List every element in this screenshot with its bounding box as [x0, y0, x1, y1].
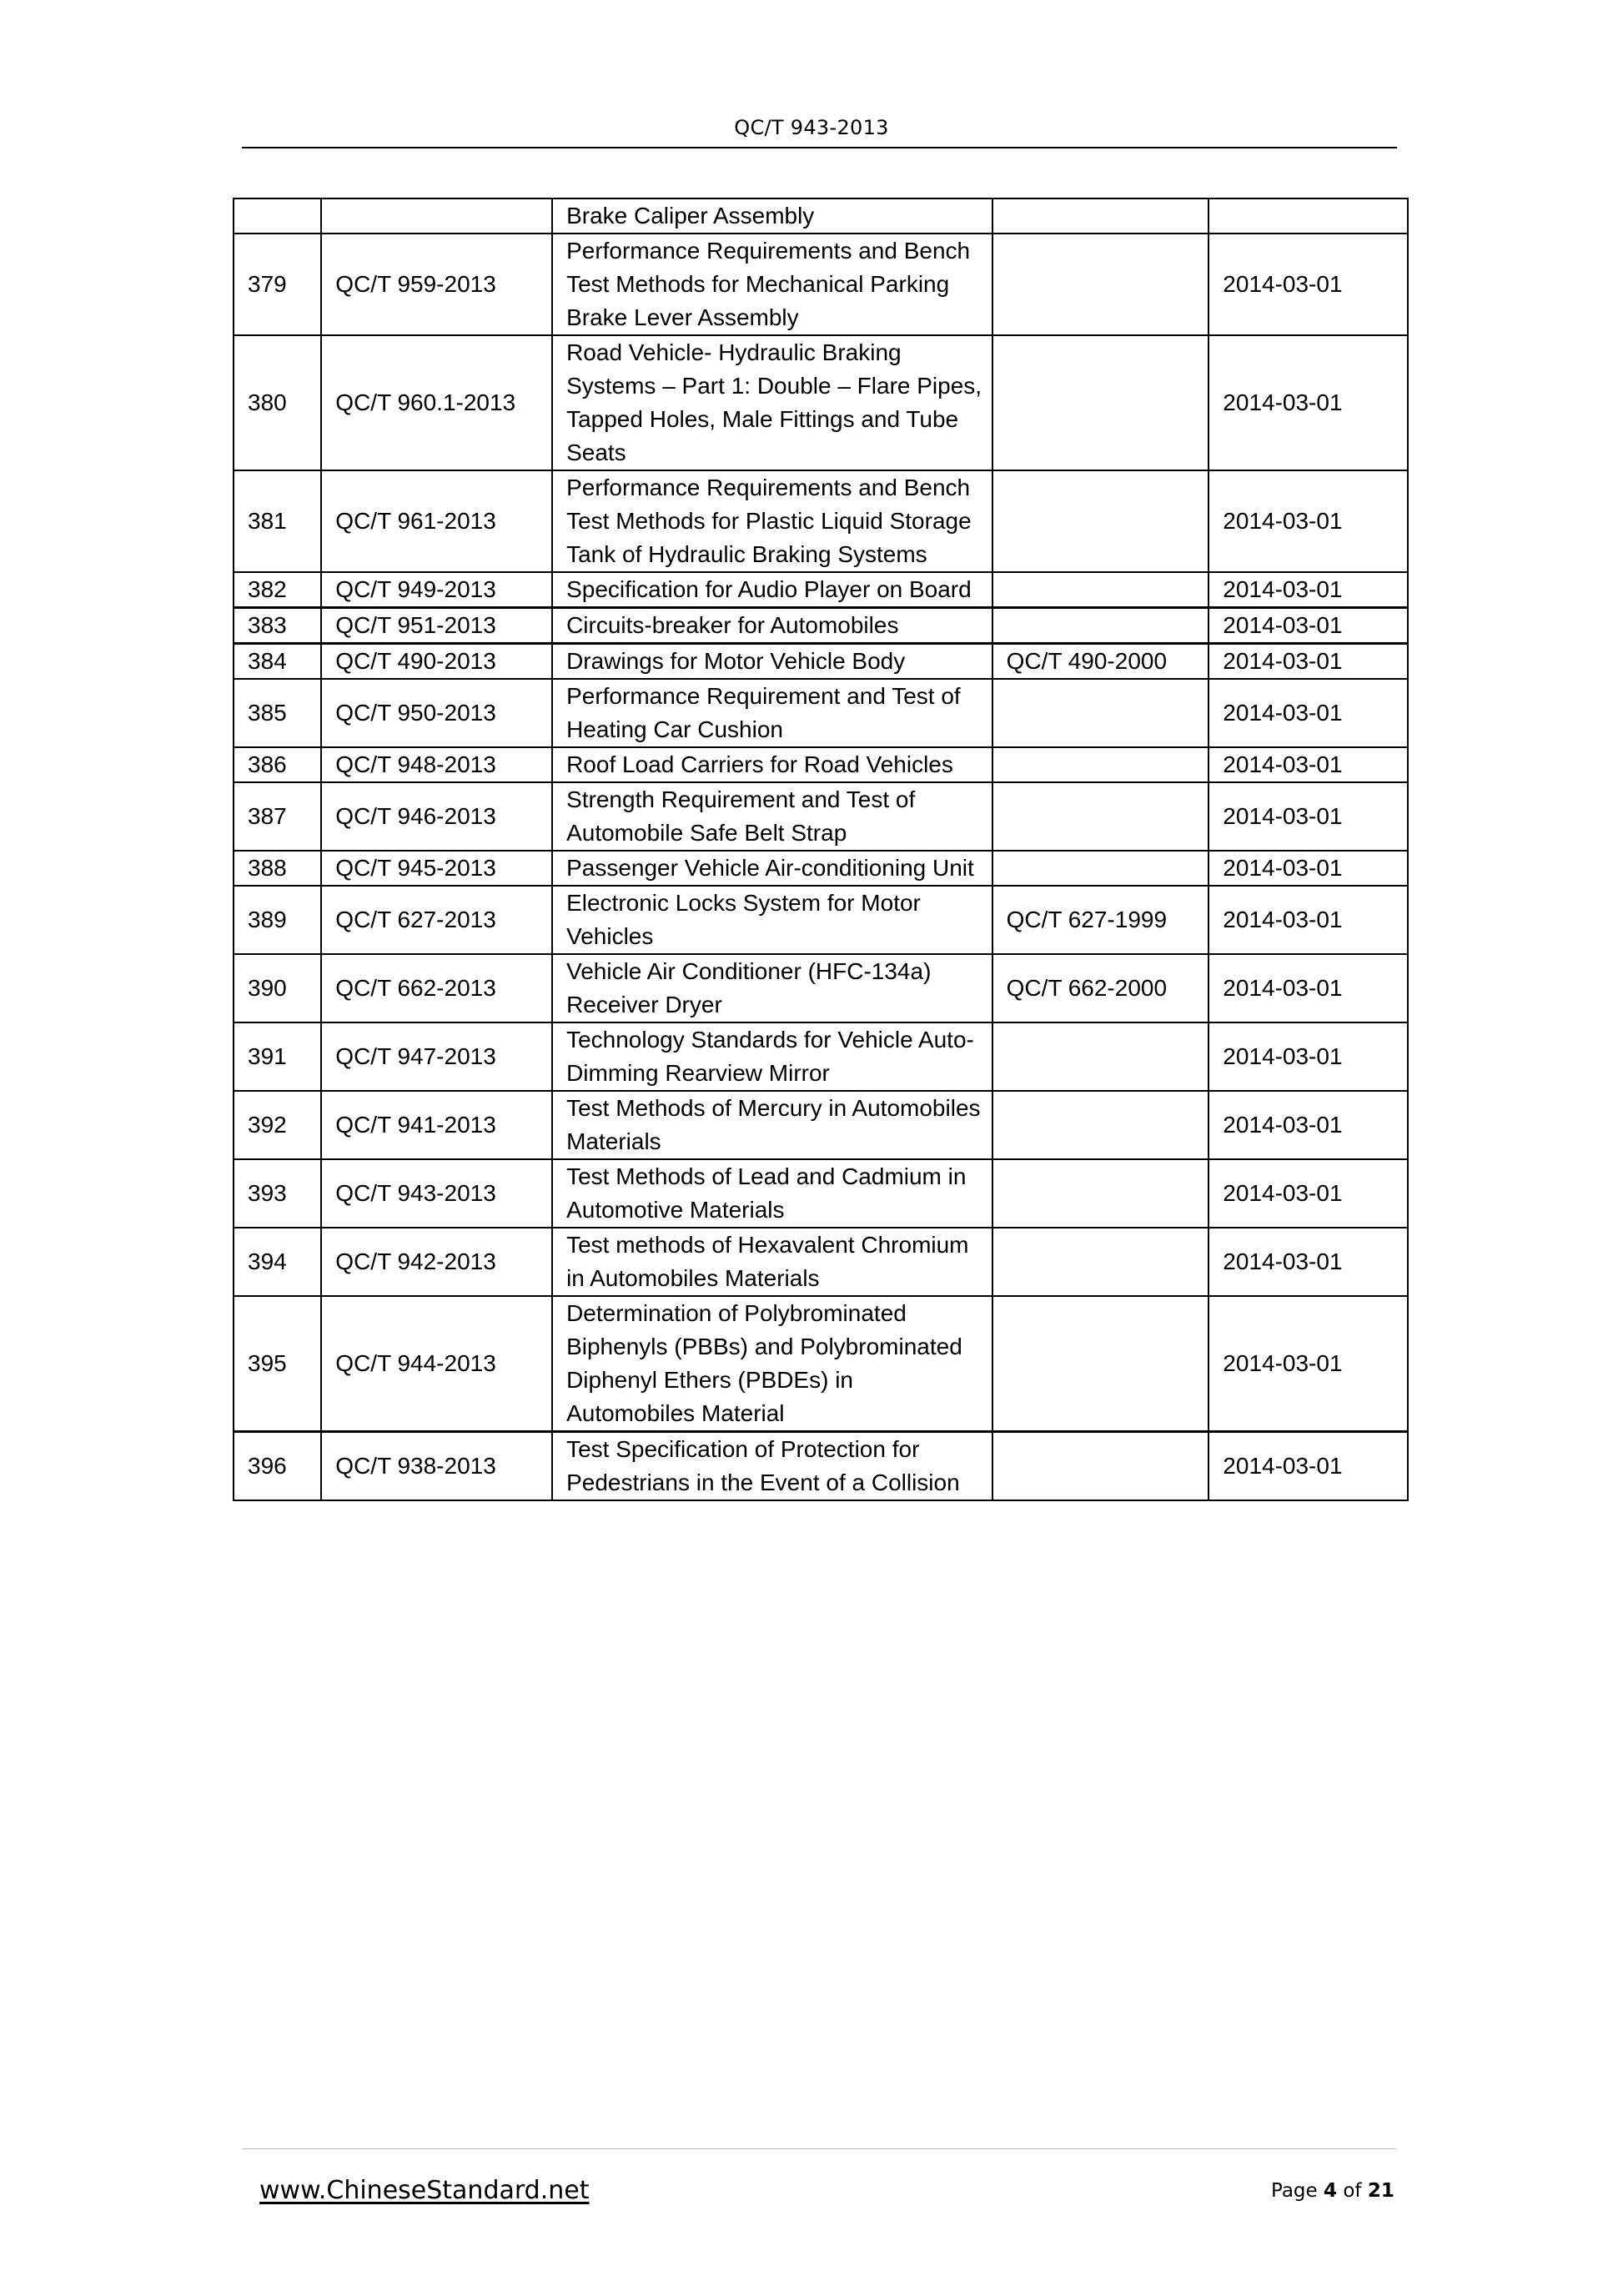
table-row: [234, 1296, 1408, 1432]
cell-no: 389: [234, 886, 321, 954]
cell-title: Test Methods of Lead and Cadmium in Automotive Materials: [552, 1159, 992, 1228]
cell-replaced: [992, 1432, 1209, 1501]
cell-date: 2014-03-01: [1208, 1296, 1408, 1432]
cell-date: 2014-03-01: [1208, 1022, 1408, 1091]
header-divider: [242, 147, 1397, 148]
cell-code: QC/T 943-2013: [321, 1159, 552, 1228]
cell-date: 2014-03-01: [1208, 1432, 1408, 1501]
cell-date: [1208, 198, 1408, 234]
cell-date: 2014-03-01: [1208, 679, 1408, 747]
cell-no: 380: [234, 335, 321, 470]
cell-date: 2014-03-01: [1208, 234, 1408, 335]
page-current: 4: [1324, 2180, 1338, 2202]
cell-replaced: [992, 747, 1209, 782]
page-total: 21: [1367, 2180, 1394, 2202]
cell-no: 392: [234, 1091, 321, 1159]
cell-title: Brake Caliper Assembly: [552, 198, 992, 234]
page-prefix: Page: [1271, 2180, 1318, 2202]
cell-title: Road Vehicle- Hydraulic Braking Systems – Part 1: Double – Flare Pipes, Tapped Holes, Male Fittings and Tube Seats: [552, 335, 992, 470]
cell-replaced: QC/T 627-1999: [992, 886, 1209, 954]
table-row: [234, 234, 1408, 335]
cell-no: 391: [234, 1022, 321, 1091]
table-row: [234, 608, 1408, 644]
cell-code: QC/T 662-2013: [321, 954, 552, 1022]
cell-date: 2014-03-01: [1208, 644, 1408, 680]
cell-no: 386: [234, 747, 321, 782]
page-header-title: QC/T 943-2013: [734, 116, 889, 139]
cell-code: QC/T 959-2013: [321, 234, 552, 335]
cell-code: QC/T 627-2013: [321, 886, 552, 954]
cell-title: Strength Requirement and Test of Automobile Safe Belt Strap: [552, 782, 992, 851]
table-row: [234, 572, 1408, 608]
cell-date: 2014-03-01: [1208, 335, 1408, 470]
cell-replaced: [992, 1228, 1209, 1296]
cell-no: 388: [234, 851, 321, 886]
cell-no: 394: [234, 1228, 321, 1296]
cell-title: Performance Requirements and Bench Test Methods for Mechanical Parking Brake Lever Assembly: [552, 234, 992, 335]
page-separator: of: [1343, 2180, 1362, 2202]
table-row: [234, 886, 1408, 954]
cell-date: 2014-03-01: [1208, 572, 1408, 608]
table-row: [234, 1228, 1408, 1296]
cell-date: 2014-03-01: [1208, 782, 1408, 851]
cell-title: Performance Requirements and Bench Test Methods for Plastic Liquid Storage Tank of Hydraulic Braking Systems: [552, 470, 992, 572]
cell-title: Test methods of Hexavalent Chromium in Automobiles Materials: [552, 1228, 992, 1296]
cell-date: 2014-03-01: [1208, 851, 1408, 886]
cell-title: Specification for Audio Player on Board: [552, 572, 992, 608]
cell-date: 2014-03-01: [1208, 1159, 1408, 1228]
table-row: [234, 1432, 1408, 1501]
cell-date: 2014-03-01: [1208, 1228, 1408, 1296]
cell-title: Test Methods of Mercury in Automobiles Materials: [552, 1091, 992, 1159]
cell-code: QC/T 950-2013: [321, 679, 552, 747]
cell-date: 2014-03-01: [1208, 608, 1408, 644]
cell-code: QC/T 960.1-2013: [321, 335, 552, 470]
cell-code: [321, 198, 552, 234]
cell-replaced: [992, 851, 1209, 886]
cell-code: QC/T 951-2013: [321, 608, 552, 644]
cell-code: QC/T 941-2013: [321, 1091, 552, 1159]
cell-no: 396: [234, 1432, 321, 1501]
table-row: [234, 782, 1408, 851]
table-row: [234, 1091, 1408, 1159]
cell-title: Passenger Vehicle Air-conditioning Unit: [552, 851, 992, 886]
table-row: [234, 335, 1408, 470]
cell-date: 2014-03-01: [1208, 1091, 1408, 1159]
table-row: [234, 747, 1408, 782]
footer-page-number: [1271, 2180, 1394, 2202]
standards-table: [233, 198, 1409, 1501]
cell-title: Test Specification of Protection for Pedestrians in the Event of a Collision: [552, 1432, 992, 1501]
cell-replaced: [992, 234, 1209, 335]
cell-date: 2014-03-01: [1208, 886, 1408, 954]
cell-replaced: [992, 198, 1209, 234]
cell-no: [234, 198, 321, 234]
table-row-continuation: [234, 198, 1408, 234]
cell-no: 390: [234, 954, 321, 1022]
table-row: [234, 644, 1408, 680]
cell-replaced: [992, 1091, 1209, 1159]
cell-no: 381: [234, 470, 321, 572]
cell-date: 2014-03-01: [1208, 470, 1408, 572]
cell-title: Electronic Locks System for Motor Vehicles: [552, 886, 992, 954]
cell-no: 385: [234, 679, 321, 747]
cell-replaced: [992, 470, 1209, 572]
cell-replaced: [992, 1022, 1209, 1091]
cell-replaced: [992, 1159, 1209, 1228]
table-row: [234, 954, 1408, 1022]
cell-date: 2014-03-01: [1208, 954, 1408, 1022]
cell-no: 387: [234, 782, 321, 851]
cell-replaced: [992, 608, 1209, 644]
cell-title: Roof Load Carriers for Road Vehicles: [552, 747, 992, 782]
footer-divider: [242, 2148, 1397, 2149]
cell-title: Determination of Polybrominated Biphenyls (PBBs) and Polybrominated Diphenyl Ethers (PBDEs) in Automobiles Material: [552, 1296, 992, 1432]
table-row: [234, 470, 1408, 572]
cell-replaced: [992, 572, 1209, 608]
cell-code: QC/T 961-2013: [321, 470, 552, 572]
cell-no: 393: [234, 1159, 321, 1228]
cell-no: 379: [234, 234, 321, 335]
cell-no: 384: [234, 644, 321, 680]
table-row: [234, 851, 1408, 886]
cell-date: 2014-03-01: [1208, 747, 1408, 782]
cell-code: QC/T 947-2013: [321, 1022, 552, 1091]
cell-title: Drawings for Motor Vehicle Body: [552, 644, 992, 680]
cell-code: QC/T 945-2013: [321, 851, 552, 886]
cell-replaced: [992, 1296, 1209, 1432]
cell-replaced: [992, 335, 1209, 470]
cell-title: Vehicle Air Conditioner (HFC-134a) Receiver Dryer: [552, 954, 992, 1022]
cell-code: QC/T 938-2013: [321, 1432, 552, 1501]
cell-no: 395: [234, 1296, 321, 1432]
cell-code: QC/T 944-2013: [321, 1296, 552, 1432]
cell-replaced: [992, 679, 1209, 747]
table-row: [234, 1022, 1408, 1091]
cell-code: QC/T 946-2013: [321, 782, 552, 851]
cell-title: Technology Standards for Vehicle Auto-Dimming Rearview Mirror: [552, 1022, 992, 1091]
cell-replaced: QC/T 490-2000: [992, 644, 1209, 680]
cell-no: 382: [234, 572, 321, 608]
cell-replaced: [992, 782, 1209, 851]
table-row: [234, 679, 1408, 747]
cell-no: 383: [234, 608, 321, 644]
cell-code: QC/T 942-2013: [321, 1228, 552, 1296]
footer-website-link[interactable]: www.ChineseStandard.net: [259, 2176, 590, 2205]
cell-code: QC/T 949-2013: [321, 572, 552, 608]
table-row: [234, 1159, 1408, 1228]
cell-replaced: QC/T 662-2000: [992, 954, 1209, 1022]
cell-title: Circuits-breaker for Automobiles: [552, 608, 992, 644]
cell-title: Performance Requirement and Test of Heating Car Cushion: [552, 679, 992, 747]
cell-code: QC/T 490-2013: [321, 644, 552, 680]
cell-code: QC/T 948-2013: [321, 747, 552, 782]
